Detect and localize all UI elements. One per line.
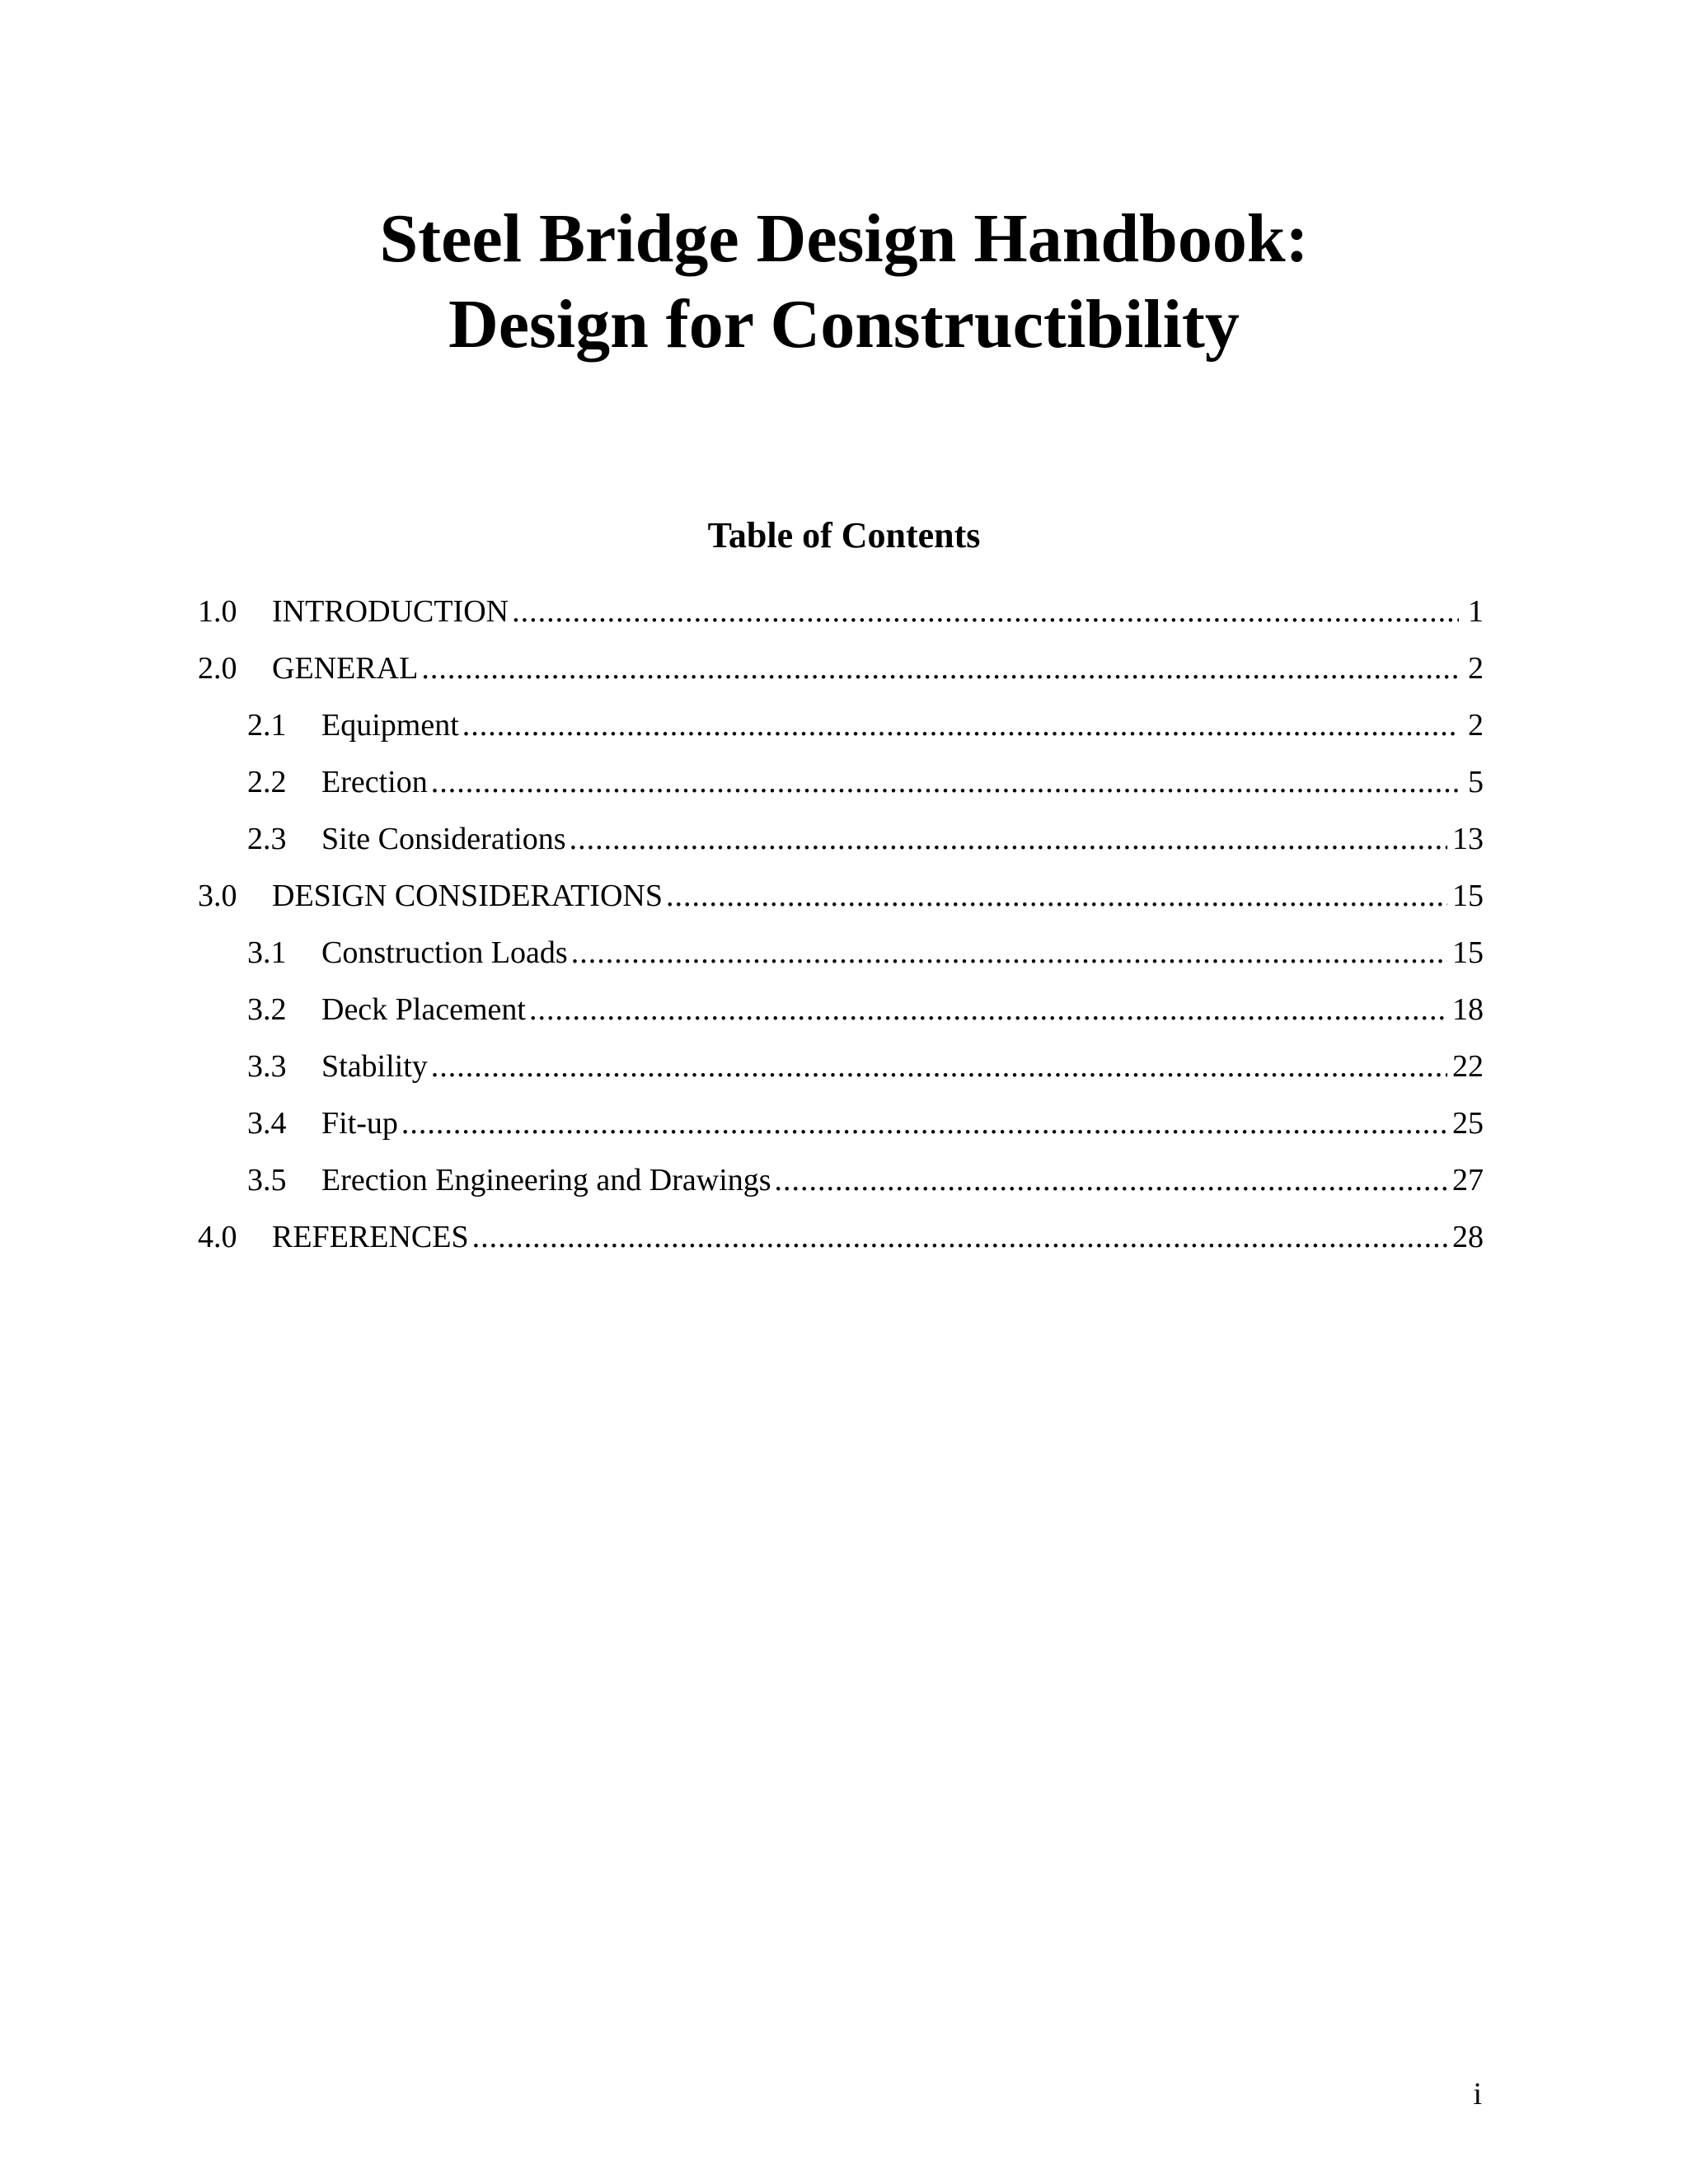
toc-entry-number: 1.0 [198, 594, 237, 629]
toc-entry-number: 2.1 [247, 708, 287, 743]
toc-entry-general[interactable] [198, 644, 1484, 701]
title-line-1: Steel Bridge Design Handbook: [379, 200, 1309, 277]
toc-entry-title: GENERAL [272, 644, 421, 693]
toc-entry-page: 5 [1468, 765, 1484, 799]
toc-dot-leader [570, 814, 1447, 864]
toc-heading: Table of Contents [707, 515, 981, 555]
toc-entry-page: 2 [1468, 651, 1484, 686]
toc-entry-title: Stability [321, 1042, 431, 1091]
table-of-contents [198, 587, 1484, 1269]
toc-entry-page: 15 [1452, 935, 1484, 970]
toc-entry-introduction[interactable] [198, 587, 1484, 644]
toc-dot-leader [529, 985, 1447, 1034]
toc-entry-number: 3.1 [247, 935, 287, 970]
toc-entry-design-considerations[interactable] [198, 871, 1484, 928]
document-title [0, 196, 1688, 368]
toc-entry-page: 15 [1452, 879, 1484, 913]
title-line-2: Design for Constructibility [448, 286, 1240, 363]
toc-entry-number: 2.0 [198, 651, 237, 686]
toc-dot-leader [512, 587, 1459, 636]
toc-dot-leader [431, 1042, 1447, 1091]
toc-dot-leader [431, 757, 1459, 807]
toc-entry-page: 25 [1452, 1106, 1484, 1141]
toc-dot-leader [571, 928, 1447, 977]
toc-entry-stability[interactable] [198, 1042, 1484, 1099]
toc-entry-number: 2.2 [247, 765, 287, 799]
toc-entry-title: DESIGN CONSIDERATIONS [272, 871, 666, 921]
toc-dot-leader [421, 644, 1459, 693]
toc-entry-number: 3.3 [247, 1049, 287, 1084]
toc-entry-number: 3.5 [247, 1163, 287, 1197]
toc-entry-title: Erection Engineering and Drawings [321, 1155, 775, 1205]
toc-entry-page: 27 [1452, 1163, 1484, 1197]
toc-entry-references[interactable] [198, 1212, 1484, 1269]
toc-entry-title: INTRODUCTION [272, 587, 512, 636]
toc-dot-leader [775, 1155, 1447, 1205]
toc-entry-number: 4.0 [198, 1220, 237, 1254]
toc-dot-leader [666, 871, 1447, 921]
toc-entry-page: 28 [1452, 1220, 1484, 1254]
toc-entry-title: Construction Loads [321, 928, 571, 977]
page-number: i [1473, 2077, 1482, 2111]
toc-entry-title: Deck Placement [321, 985, 529, 1034]
toc-entry-title: Site Considerations [321, 814, 570, 864]
toc-entry-title: Fit-up [321, 1099, 401, 1148]
toc-entry-page: 2 [1468, 708, 1484, 743]
toc-entry-title: Erection [321, 757, 431, 807]
toc-entry-erection-engineering[interactable] [198, 1155, 1484, 1212]
toc-entry-page: 13 [1452, 822, 1484, 856]
toc-entry-page: 18 [1452, 992, 1484, 1027]
toc-entry-title: REFERENCES [272, 1212, 472, 1262]
toc-dot-leader [401, 1099, 1447, 1148]
toc-entry-title: Equipment [321, 701, 462, 750]
toc-entry-number: 3.0 [198, 879, 237, 913]
toc-dot-leader [472, 1212, 1447, 1262]
toc-entry-deck-placement[interactable] [198, 985, 1484, 1042]
toc-entry-number: 3.4 [247, 1106, 287, 1141]
toc-entry-erection[interactable] [198, 757, 1484, 814]
toc-entry-number: 2.3 [247, 822, 287, 856]
toc-entry-fit-up[interactable] [198, 1099, 1484, 1155]
toc-entry-number: 3.2 [247, 992, 287, 1027]
toc-entry-page: 1 [1468, 594, 1484, 629]
toc-dot-leader [462, 701, 1459, 750]
toc-entry-site-considerations[interactable] [198, 814, 1484, 871]
toc-entry-page: 22 [1452, 1049, 1484, 1084]
toc-entry-equipment[interactable] [198, 701, 1484, 757]
toc-entry-construction-loads[interactable] [198, 928, 1484, 985]
